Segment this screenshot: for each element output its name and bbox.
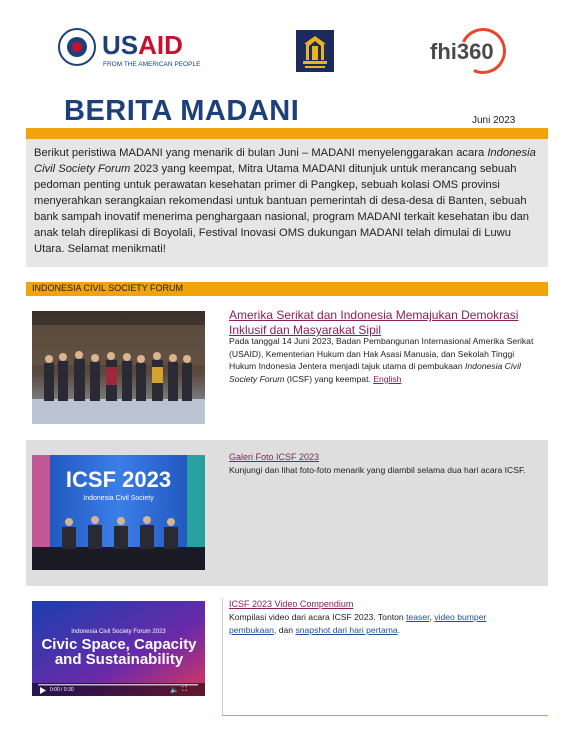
intro-divider: [26, 128, 548, 139]
article-1-title-link[interactable]: Amerika Serikat dan Indonesia Memajukan Demokrasi Inklusif dan Masyarakat Sipil: [229, 308, 519, 337]
fhi360-logo: [430, 28, 510, 74]
article-2-photo[interactable]: [32, 455, 205, 570]
video-title-text: Civic Space, Capacity and Sustainability: [41, 636, 197, 668]
article-1-photo[interactable]: [32, 311, 205, 424]
newsletter-title: BERITA MADANI: [64, 95, 300, 127]
article-3-video-thumbnail[interactable]: [32, 601, 205, 696]
article-3-title-link[interactable]: ICSF 2023 Video Compendium: [229, 599, 354, 609]
article-1-body: Pada tanggal 14 Juni 2023, Badan Pembangunan Internasional Amerika Serikat (USAID), Kementerian Hukum dan Hak Asasi Manusia, dan Sekolah Tinggi Hukum Indonesia Jentera menjadi tajuk utama di pembukaan Indonesia Civil Society Forum (ICSF) yang keempat. English: [229, 336, 534, 384]
article-2-photo-text: ICSF 2023: [65, 467, 172, 492]
video-time-readout: 0:00 / 0:30: [50, 687, 74, 693]
newsletter-date: Juni 2023: [472, 115, 516, 126]
fullscreen-icon[interactable]: ⛶: [182, 686, 187, 693]
usaid-wordmark: USAID: [102, 30, 183, 60]
usaid-logo: [58, 28, 201, 74]
article-3-body: Kompilasi video dari acara ICSF 2023. Tonton teaser, video bumper pembukaan, dan snapshot dari hari pertama.: [229, 612, 487, 635]
video-kicker: Indonesia Civil Society Forum 2023: [71, 629, 166, 635]
fhi360-wordmark: fhi360: [430, 39, 494, 64]
day-one-snapshot-link[interactable]: snapshot dari hari pertama: [295, 624, 398, 635]
usaid-seal-icon: [58, 28, 96, 66]
footer-divider: [222, 715, 548, 716]
kemenkumham-logo-icon: [296, 30, 334, 72]
article-2-photo-subtext: Indonesia Civil Society: [83, 495, 154, 502]
intro-paragraph: Berikut peristiwa MADANI yang menarik di bulan Juni – MADANI menyelenggarakan acara Indonesia Civil Society Forum 2023 yang keempat, Mitra Utama MADANI ditunjuk untuk merancang sebuah pedoman penting untuk perawatan kesehatan primer di Pangkep, sebuah kolasi OMS provinsi menyerahkan serangkaian rekomendasi untuk bantuan pemerintah di desa-desa di Banten, sebuah bank sampah inovatif menerima penghargaan nasional, program MADANI terkait kesehatan ibu dan anak telah direplikasi di Boyolali, Festival Inovasi OMS dukungan MADANI telah dimulai di Luwu Utara. Selamat menikmati!: [26, 139, 548, 267]
usaid-tagline: FROM THE AMERICAN PEOPLE: [103, 61, 201, 68]
article-3-divider: [222, 598, 223, 716]
article-2-title-link[interactable]: Galeri Foto ICSF 2023: [229, 452, 320, 462]
section-header-label: INDONESIA CIVIL SOCIETY FORUM: [32, 283, 184, 293]
volume-icon[interactable]: 🔈: [170, 687, 179, 694]
teaser-link[interactable]: teaser: [406, 612, 430, 622]
opening-bumper-link[interactable]: video bumper pembukaan: [229, 612, 487, 635]
article-2-body: Kunjungi dan lihat foto-foto menarik yang diambil selama dua hari acara ICSF.: [229, 465, 526, 475]
article-1-english-link[interactable]: English: [373, 373, 402, 384]
